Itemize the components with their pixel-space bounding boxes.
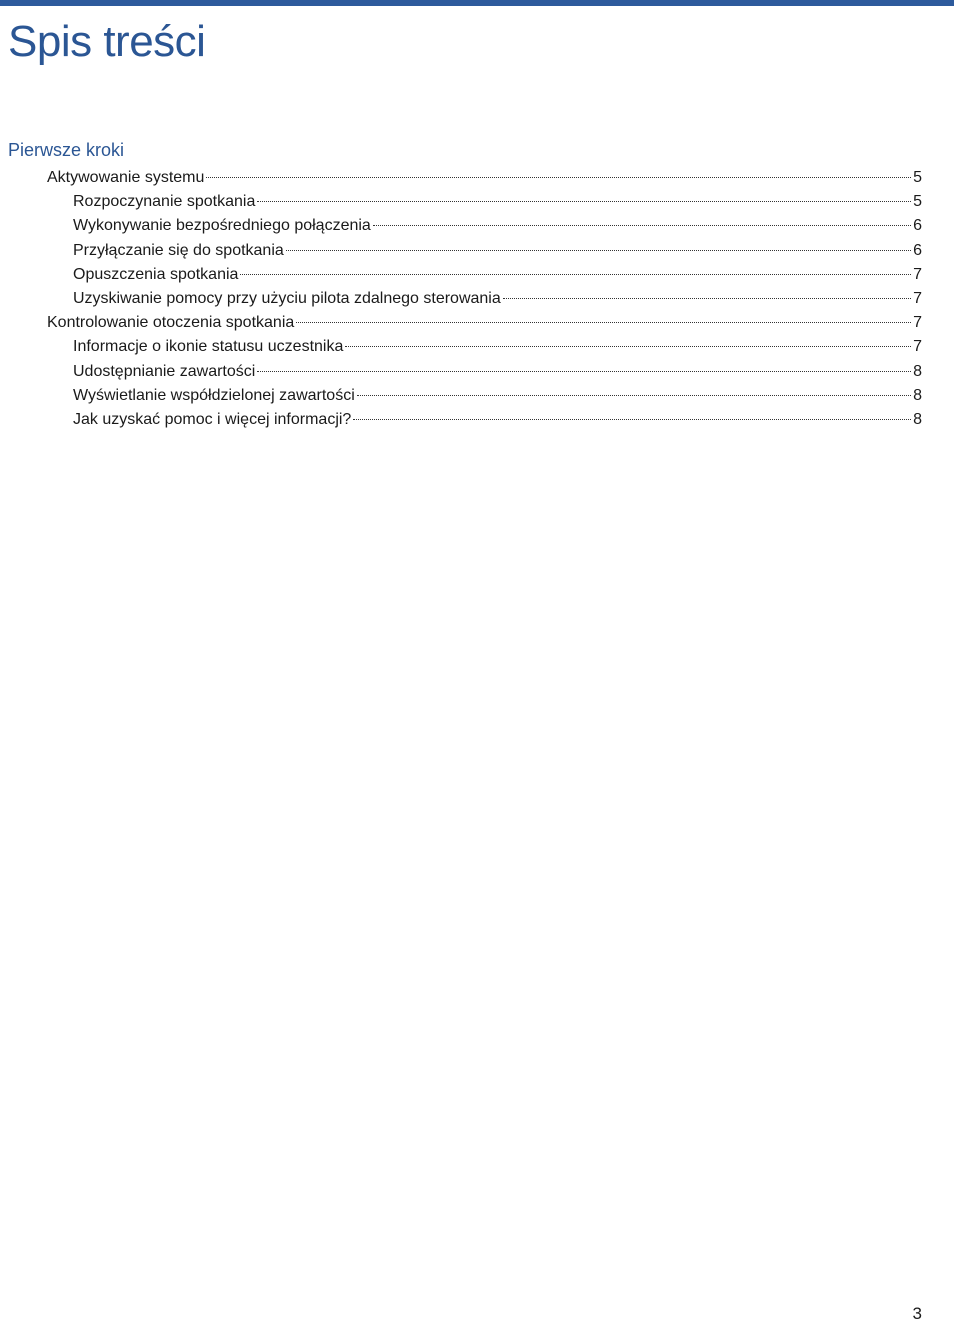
toc-entry[interactable] bbox=[0, 214, 922, 238]
toc-entry-page: 6 bbox=[913, 241, 922, 259]
toc-leader-dots bbox=[257, 371, 911, 372]
toc-entry-title[interactable]: Opuszczenia spotkania bbox=[73, 265, 239, 283]
toc-entry[interactable] bbox=[0, 263, 922, 287]
table-of-contents bbox=[0, 166, 922, 432]
toc-entry-page: 6 bbox=[913, 217, 922, 235]
toc-leader-dots bbox=[206, 177, 911, 178]
toc-entry-page: 7 bbox=[913, 265, 922, 283]
toc-entry[interactable] bbox=[0, 360, 922, 384]
toc-entry[interactable] bbox=[0, 384, 922, 408]
toc-leader-dots bbox=[353, 419, 911, 420]
toc-entry-page: 8 bbox=[913, 362, 922, 380]
toc-entry-page: 5 bbox=[913, 193, 922, 211]
toc-leader-dots bbox=[257, 201, 911, 202]
toc-entry-page: 8 bbox=[913, 410, 922, 428]
toc-entry-title[interactable]: Aktywowanie systemu bbox=[47, 169, 205, 186]
toc-entry-title[interactable]: Wykonywanie bezpośredniego połączenia bbox=[73, 217, 371, 235]
toc-entry[interactable] bbox=[0, 287, 922, 311]
page-title: Spis treści bbox=[8, 17, 206, 66]
toc-entry-title[interactable]: Uzyskiwanie pomocy przy użyciu pilota zdalnego sterowania bbox=[73, 289, 501, 307]
toc-entry-title[interactable]: Udostępnianie zawartości bbox=[73, 362, 256, 380]
toc-entry-title[interactable]: Przyłączanie się do spotkania bbox=[73, 241, 284, 259]
toc-leader-dots bbox=[286, 250, 911, 251]
toc-entry[interactable] bbox=[0, 408, 922, 432]
page-number: 3 bbox=[912, 1304, 922, 1323]
toc-leader-dots bbox=[503, 298, 911, 299]
toc-entry[interactable] bbox=[0, 190, 922, 214]
toc-leader-dots bbox=[296, 322, 911, 323]
toc-entry-title[interactable]: Informacje o ikonie statusu uczestnika bbox=[73, 338, 344, 356]
toc-section-heading: Pierwsze kroki bbox=[8, 140, 125, 160]
toc-entry-page: 5 bbox=[913, 169, 922, 186]
toc-leader-dots bbox=[357, 395, 911, 396]
toc-entry-title[interactable]: Jak uzyskać pomoc i więcej informacji? bbox=[73, 410, 352, 428]
toc-leader-dots bbox=[373, 225, 911, 226]
toc-entry-page: 7 bbox=[913, 289, 922, 307]
toc-entry-page: 8 bbox=[913, 386, 922, 404]
toc-entry-page: 7 bbox=[913, 314, 922, 332]
toc-leader-dots bbox=[240, 274, 911, 275]
toc-entry-title[interactable]: Wyświetlanie współdzielonej zawartości bbox=[73, 386, 355, 404]
header-rule bbox=[0, 0, 954, 6]
toc-entry[interactable] bbox=[0, 166, 922, 190]
toc-entry-page: 7 bbox=[913, 338, 922, 356]
toc-leader-dots bbox=[345, 346, 911, 347]
toc-entry[interactable] bbox=[0, 239, 922, 263]
toc-entry-title[interactable]: Kontrolowanie otoczenia spotkania bbox=[47, 314, 295, 332]
toc-entry[interactable] bbox=[0, 311, 922, 335]
toc-entry-title[interactable]: Rozpoczynanie spotkania bbox=[73, 193, 256, 211]
toc-entry[interactable] bbox=[0, 335, 922, 359]
